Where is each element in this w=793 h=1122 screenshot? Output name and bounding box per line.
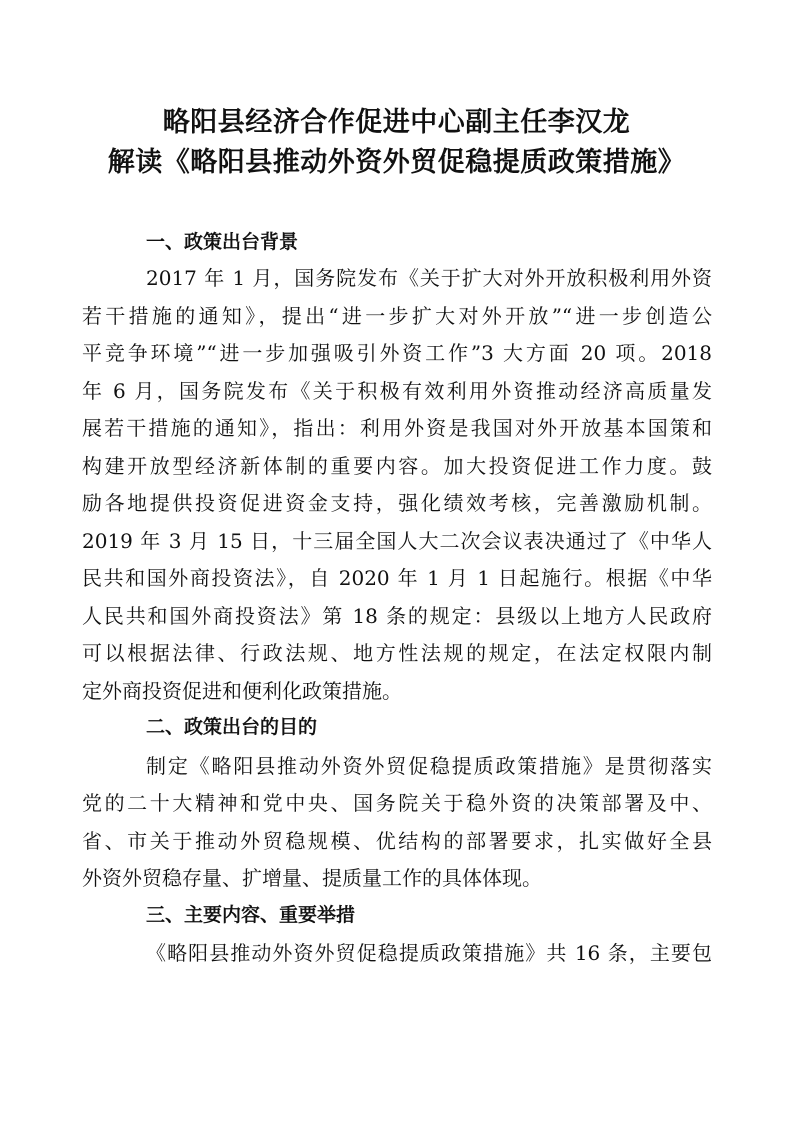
paragraph-line: 民共和国外商投资法》，自 2020 年 1 月 1 日起施行。根据《中华 (82, 566, 712, 590)
paragraph-line: 2019 年 3 月 15 日，十三届全国人大二次会议表决通过了《中华人 (82, 529, 712, 553)
paragraph-line: 展若干措施的通知》，指出：利用外资是我国对外开放基本国策和 (82, 416, 712, 440)
section-heading-background: 一、政策出台背景 (146, 231, 299, 253)
paragraph-line: 外资外贸稳存量、扩增量、提质量工作的具体体现。 (82, 866, 542, 890)
paragraph-line: 省、市关于推动外贸稳规模、优结构的部署要求，扎实做好全县 (82, 829, 712, 853)
paragraph-line: 构建开放型经济新体制的重要内容。加大投资促进工作力度。鼓 (82, 454, 712, 478)
paragraph-line: 定外商投资促进和便利化政策措施。 (82, 679, 402, 703)
paragraph-line: 《略阳县推动外资外贸促稳提质政策措施》共 16 条，主要包 (146, 941, 712, 965)
paragraph-line: 党的二十大精神和党中央、国务院关于稳外资的决策部署及中、 (82, 791, 712, 815)
paragraph-line: 人民共和国外商投资法》第 18 条的规定：县级以上地方人民政府 (82, 604, 712, 628)
paragraph-line: 2017 年 1 月，国务院发布《关于扩大对外开放积极利用外资 (146, 266, 712, 290)
paragraph-line: 平竞争环境”“进一步加强吸引外资工作”3 大方面 20 项。2018 (82, 341, 712, 365)
section-heading-content: 三、主要内容、重要举措 (146, 904, 356, 926)
paragraph-line: 年 6 月，国务院发布《关于积极有效利用外资推动经济高质量发 (82, 379, 712, 403)
paragraph-line: 制定《略阳县推动外资外贸促稳提质政策措施》是贯彻落实 (146, 754, 712, 778)
document-title-line-2: 解读《略阳县推动外资外贸促稳提质政策措施》 (107, 147, 686, 178)
section-heading-purpose: 二、政策出台的目的 (146, 716, 318, 738)
document-title-line-1: 略阳县经济合作促进中心副主任李汉龙 (162, 107, 631, 138)
paragraph-line: 可以根据法律、行政法规、地方性法规的规定，在法定权限内制 (82, 641, 712, 665)
paragraph-line: 若干措施的通知》，提出“进一步扩大对外开放”“进一步创造公 (82, 304, 712, 328)
paragraph-line: 励各地提供投资促进资金支持，强化绩效考核，完善激励机制。 (82, 491, 712, 515)
